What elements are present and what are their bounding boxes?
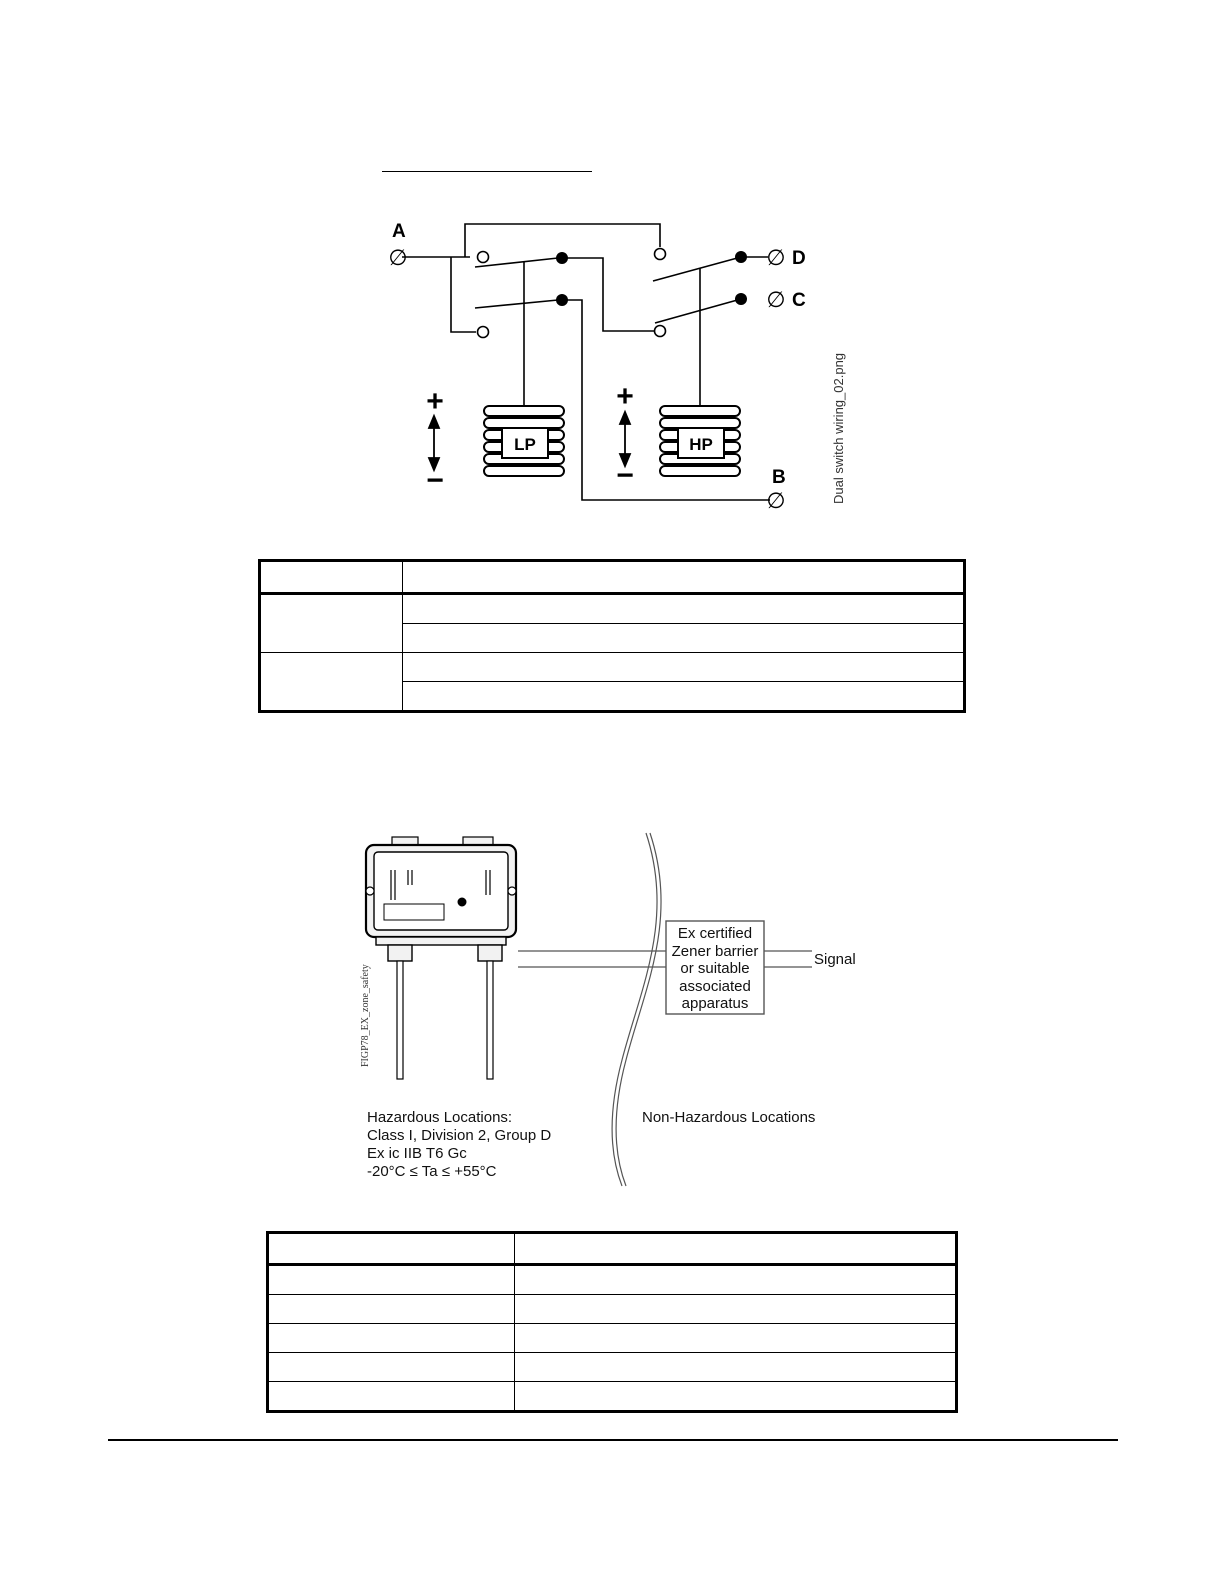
terminal-c-label: C [792,290,806,311]
table-row [268,1324,957,1353]
table-cell [268,1382,515,1412]
table-cell [268,1295,515,1324]
signal-label: Signal [814,951,856,968]
hazardous-line: -20°C ≤ Ta ≤ +55°C [367,1163,497,1180]
footer-rule [108,1439,1118,1441]
table-row [268,1295,957,1324]
table-row [268,1353,957,1382]
table-cell [515,1265,957,1295]
ratings-table [266,1231,958,1413]
terminal-b-symbol: ∅ [766,488,786,513]
table-cell [515,1324,957,1353]
lp-plus-sign: + [426,385,444,418]
table-row [268,1382,957,1412]
table-row [268,1265,957,1295]
barrier-text-line: apparatus [681,995,749,1012]
hazardous-title: Hazardous Locations: [367,1109,513,1126]
terminal-d-symbol: ∅ [766,245,786,270]
hp-plus-sign: + [616,380,634,413]
barrier-text-line: Zener barrier [671,943,759,960]
table-cell [268,1233,515,1265]
barrier-text-line: associated [679,978,751,995]
hp-label: HP [689,435,713,454]
hazardous-line: Ex ic IIB T6 Gc [367,1145,467,1162]
lp-label: LP [514,435,536,454]
terminal-a-symbol: ∅ [388,245,408,270]
table-cell [268,1353,515,1382]
hp-minus-sign: − [616,459,634,492]
hazardous-line: Class I, Division 2, Group D [367,1127,552,1144]
table-cell [515,1233,957,1265]
table-cell [268,1265,515,1295]
table-cell [515,1353,957,1382]
table-cell [515,1295,957,1324]
terminal-a-label: A [392,221,406,242]
non-hazardous-label: Non-Hazardous Locations [642,1109,816,1126]
table-cell [515,1382,957,1412]
wiring-file-label: Dual switch wiring_02.png [831,352,846,504]
terminal-c-symbol: ∅ [766,287,786,312]
table-cell [268,1324,515,1353]
terminal-b-label: B [772,467,786,488]
terminal-d-label: D [792,248,806,269]
lp-minus-sign: − [426,464,444,497]
table-header-row [268,1233,957,1265]
zone-figure-label: FIGP78_EX_zone_safety [360,964,371,1067]
barrier-text-line: or suitable [680,960,750,977]
barrier-text-line: Ex certified [677,925,753,942]
